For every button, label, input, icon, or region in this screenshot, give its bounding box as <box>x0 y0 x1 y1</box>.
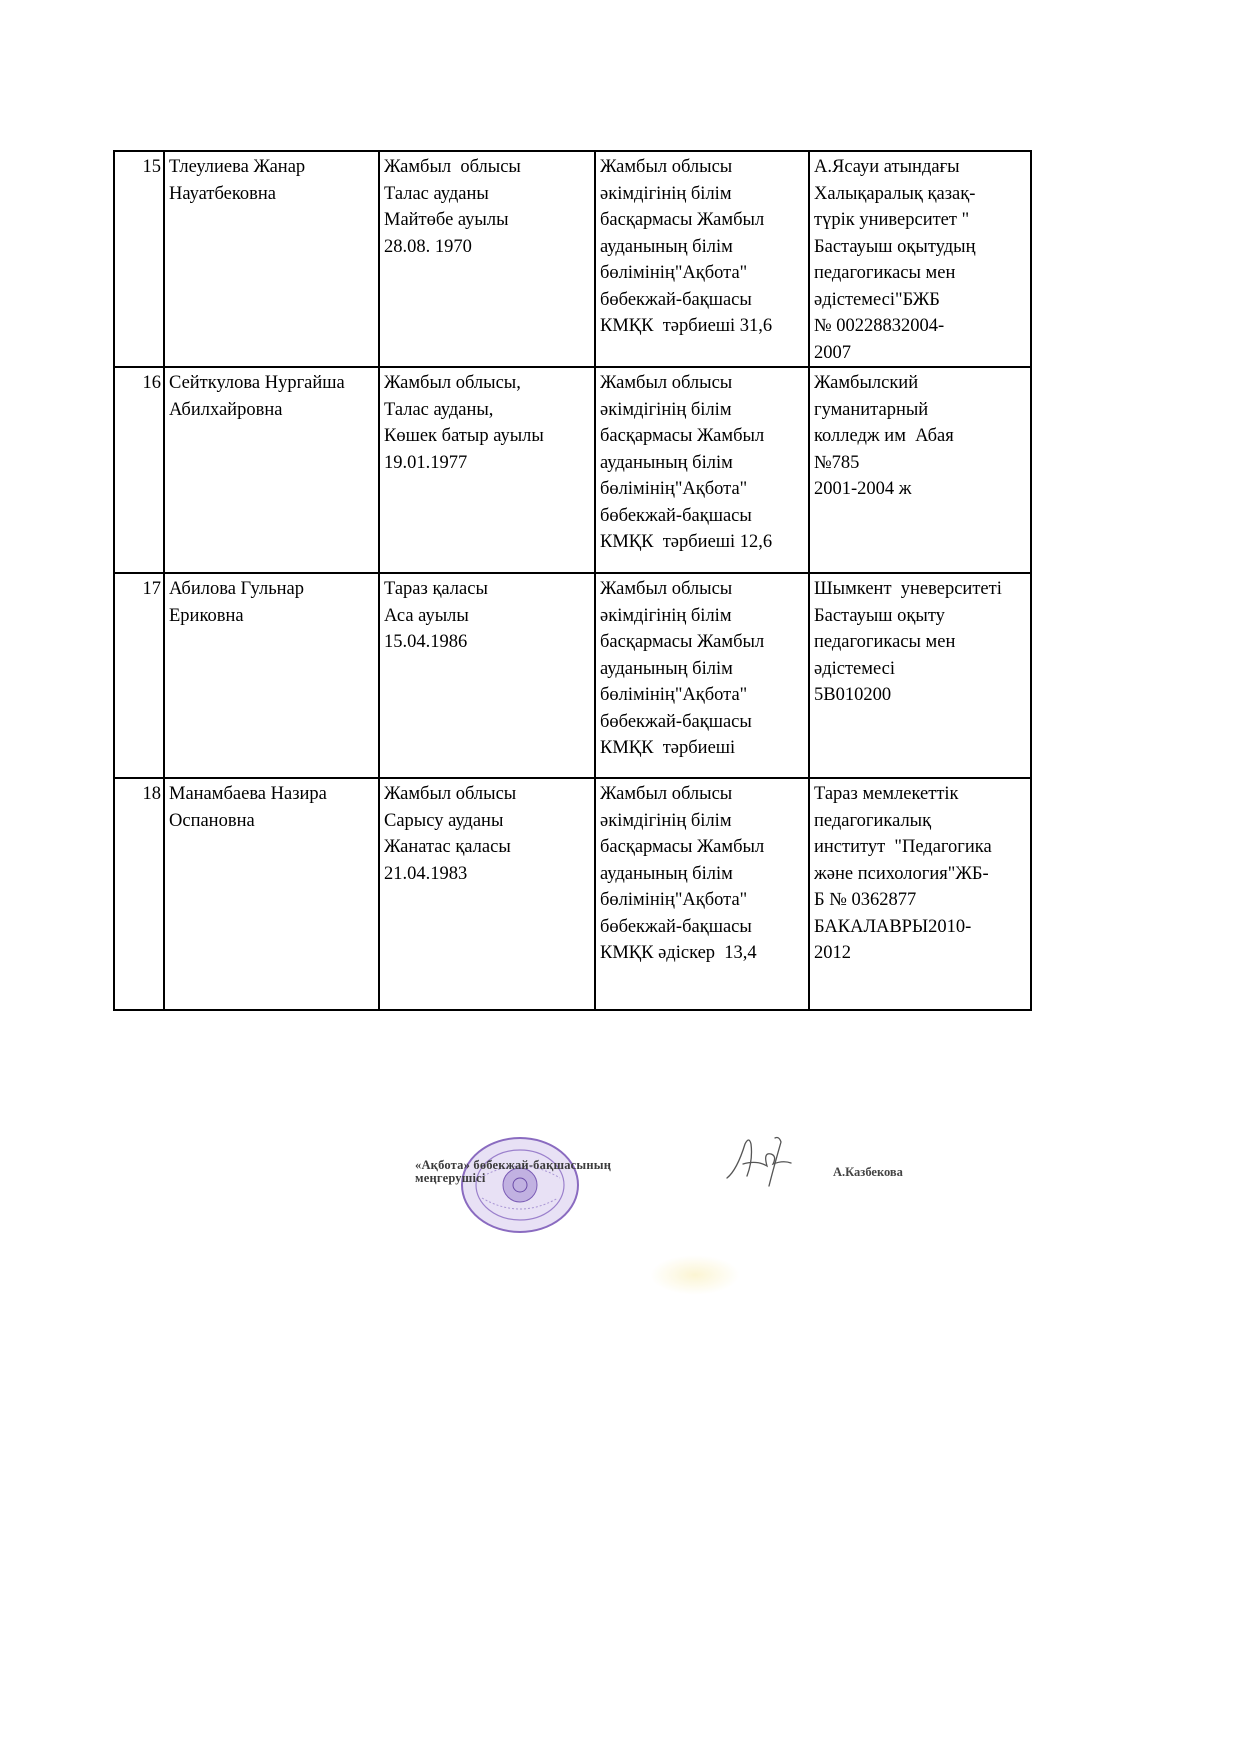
row-number: 18 <box>114 778 164 1010</box>
full-name-cell-line: Ериковна <box>169 605 244 626</box>
official-stamp <box>460 1136 580 1234</box>
row-number: 15 <box>114 151 164 367</box>
handwritten-signature <box>723 1130 803 1190</box>
signature-caption-line2: меңгерушісі <box>415 1171 486 1185</box>
education-cell-line: 2001-2004 ж <box>814 479 912 499</box>
education-line-left: БАКАЛАВРЫ <box>814 916 929 937</box>
education-cell-line: әдістемесі <box>814 658 896 679</box>
birth-place-date-cell <box>379 778 595 1010</box>
staff-table <box>113 150 1032 1011</box>
birth-place-date-cell-line: Жамбыл облысы, <box>384 373 521 393</box>
education-cell-line <box>814 287 1026 314</box>
workplace-position-cell-line: КМҚК тәрбиеші 12,6 <box>600 532 773 552</box>
workplace-position-cell-line: Жамбыл облысы <box>600 373 733 393</box>
education-cell-line: гуманитарный <box>814 399 929 420</box>
workplace-position-cell-line: әкімдігінің білім <box>600 399 732 420</box>
birth-place-date-cell-line: Жамбыл облысы <box>384 784 517 804</box>
birth-place-date-cell-line: 15.04.1986 <box>384 632 468 652</box>
education-cell-line <box>814 914 1026 941</box>
workplace-position-cell-line: әкімдігінің білім <box>600 605 732 626</box>
table-row <box>114 778 1031 1010</box>
signature-caption <box>415 1159 611 1185</box>
workplace-position-cell-line: бөлімінің"Ақбота" <box>600 890 748 910</box>
workplace-position-cell-line: ауданының білім <box>600 452 733 473</box>
workplace-position-cell-line: бөлімінің"Ақбота" <box>600 685 748 705</box>
workplace-position-cell-line: КМҚК тәрбиеші 31,6 <box>600 316 773 336</box>
row-number: 16 <box>114 367 164 573</box>
birth-place-date-cell-line: Аса ауылы <box>384 605 469 626</box>
workplace-position-cell-line: басқармасы Жамбыл <box>600 426 765 446</box>
education-cell <box>809 367 1031 573</box>
full-name-cell-line: Науатбековна <box>169 183 276 204</box>
birth-place-date-cell-line: Талас ауданы <box>384 183 489 204</box>
workplace-position-cell-line: КМҚК тәрбиеші <box>600 738 736 758</box>
education-cell-line: институт "Педагогика <box>814 837 992 857</box>
workplace-position-cell-line: Жамбыл облысы <box>600 579 733 599</box>
row-number: 17 <box>114 573 164 778</box>
workplace-position-cell-line: бөлімінің"Ақбота" <box>600 479 748 499</box>
education-cell-line: 5В010200 <box>814 685 892 705</box>
workplace-position-cell <box>595 367 809 573</box>
education-line-right: 2004- <box>901 316 945 336</box>
birth-place-date-cell-line: Сарысу ауданы <box>384 810 504 831</box>
education-line-right: БЖБ <box>902 289 940 310</box>
education-cell-line: түрік университет " <box>814 210 970 230</box>
full-name-cell-line: Абилхайровна <box>169 399 283 420</box>
full-name-cell <box>164 573 379 778</box>
table-row <box>114 367 1031 573</box>
birth-place-date-cell-line: Майтөбе ауылы <box>384 210 509 230</box>
education-cell-line: педагогикасы мен <box>814 632 956 652</box>
birth-place-date-cell-line: Талас ауданы, <box>384 399 494 420</box>
workplace-position-cell-line: бөбекжай-бақшасы <box>600 505 752 526</box>
full-name-cell <box>164 778 379 1010</box>
workplace-position-cell-line: бөбекжай-бақшасы <box>600 916 752 937</box>
workplace-position-cell-line: бөбекжай-бақшасы <box>600 289 752 310</box>
education-cell-line: Бастауыш оқыту <box>814 605 945 626</box>
table-row <box>114 151 1031 367</box>
birth-place-date-cell <box>379 367 595 573</box>
education-line-left: № 0022883 <box>814 316 902 336</box>
workplace-position-cell <box>595 151 809 367</box>
full-name-cell-line: Абилова Гульнар <box>169 579 305 599</box>
birth-place-date-cell-line: 21.04.1983 <box>384 863 468 884</box>
full-name-cell-line: Тлеулиева Жанар <box>169 157 306 177</box>
education-cell-line: №785 <box>814 452 860 473</box>
workplace-position-cell-line: басқармасы Жамбыл <box>600 210 765 230</box>
workplace-position-cell-line: ауданының білім <box>600 658 733 679</box>
workplace-position-cell-line: әкімдігінің білім <box>600 183 732 204</box>
education-line-left: әдістемесі" <box>814 289 903 310</box>
scan-smudge <box>650 1255 740 1295</box>
education-cell-line: Б № 0362877 <box>814 890 917 910</box>
education-cell-line: Жамбылский <box>814 373 919 393</box>
birth-place-date-cell-line: 28.08. 1970 <box>384 236 472 257</box>
education-cell <box>809 778 1031 1010</box>
education-line-left: және психология" <box>814 863 956 884</box>
education-cell-line: Тараз мемлекеттік <box>814 784 959 804</box>
full-name-cell <box>164 367 379 573</box>
birth-place-date-cell-line: Көшек батыр ауылы <box>384 426 544 446</box>
education-cell-line: Халықаралық қазақ- <box>814 183 976 204</box>
signer-name: А.Казбекова <box>833 1165 903 1179</box>
workplace-position-cell-line: Жамбыл облысы <box>600 784 733 804</box>
workplace-position-cell <box>595 573 809 778</box>
education-cell-line: педагогикасы мен <box>814 263 956 283</box>
signature-caption-line1: «Ақбота» бөбекжай-бақшасының <box>415 1158 612 1172</box>
workplace-position-cell <box>595 778 809 1010</box>
full-name-cell-line: Оспановна <box>169 810 255 831</box>
education-line-right: ЖБ- <box>955 863 989 884</box>
education-cell-line: Шымкент уневерситеті <box>814 579 1002 599</box>
workplace-position-cell-line: ауданының білім <box>600 863 733 884</box>
birth-place-date-cell <box>379 573 595 778</box>
workplace-position-cell-line: басқармасы Жамбыл <box>600 837 765 857</box>
education-cell-line: педагогикалық <box>814 810 932 831</box>
full-name-cell-line: Сейткулова Нургайша <box>169 373 345 393</box>
education-cell <box>809 151 1031 367</box>
birth-place-date-cell-line: Тараз қаласы <box>384 579 488 599</box>
education-cell-line: колледж им Абая <box>814 426 954 446</box>
workplace-position-cell-line: бөбекжай-бақшасы <box>600 711 752 732</box>
workplace-position-cell-line: ауданының білім <box>600 236 733 257</box>
workplace-position-cell-line: әкімдігінің білім <box>600 810 732 831</box>
education-cell-line: Бастауыш оқытудың <box>814 236 976 257</box>
full-name-cell <box>164 151 379 367</box>
birth-place-date-cell-line: Жанатас қаласы <box>384 837 511 857</box>
education-cell-line <box>814 861 1026 888</box>
birth-place-date-cell-line: 19.01.1977 <box>384 452 468 473</box>
birth-place-date-cell-line: Жамбыл облысы <box>384 157 521 177</box>
workplace-position-cell-line: Жамбыл облысы <box>600 157 733 177</box>
table-row <box>114 573 1031 778</box>
birth-place-date-cell <box>379 151 595 367</box>
education-cell <box>809 573 1031 778</box>
education-cell-line: 2012 <box>814 943 851 963</box>
full-name-cell-line: Манамбаева Назира <box>169 784 327 804</box>
education-cell-line <box>814 313 1026 340</box>
education-cell-line: А.Ясауи атындағы <box>814 157 960 177</box>
workplace-position-cell-line: басқармасы Жамбыл <box>600 632 765 652</box>
education-line-right: 2010- <box>928 916 972 937</box>
education-cell-line: 2007 <box>814 342 851 363</box>
workplace-position-cell-line: КМҚК әдіскер 13,4 <box>600 943 757 963</box>
workplace-position-cell-line: бөлімінің"Ақбота" <box>600 263 748 283</box>
staff-table-body <box>114 151 1031 1010</box>
